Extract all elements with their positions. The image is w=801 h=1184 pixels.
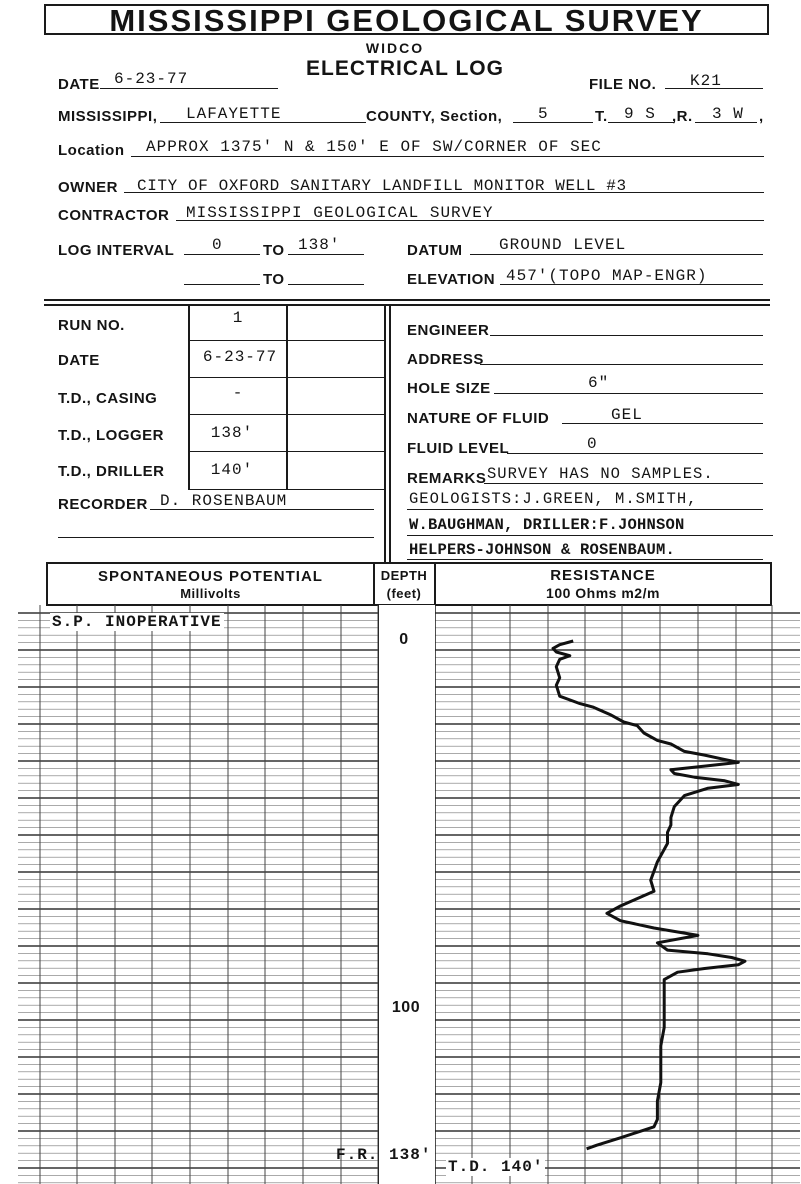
fluid-level-value: 0: [587, 435, 598, 453]
recorder-extra-underline: [58, 537, 374, 538]
location-label: Location: [58, 142, 125, 159]
resistivity-curve: [553, 641, 745, 1149]
to-label-2: TO: [263, 271, 285, 288]
township-underline: [608, 122, 674, 123]
section-value: 5: [538, 105, 549, 123]
datum-value: GROUND LEVEL: [499, 236, 627, 254]
fluid-level-label: FLUID LEVEL: [407, 440, 510, 457]
depth-label-0: 0: [399, 631, 409, 648]
depth-track-column: [379, 605, 435, 1184]
elevation-underline: [500, 284, 763, 285]
company-name: WIDCO: [365, 40, 425, 56]
sp-inoperative-note: S.P. INOPERATIVE: [52, 613, 222, 631]
sp-track-unit: Millivolts: [180, 586, 241, 601]
interval-from-value: 0: [212, 236, 223, 254]
interval-from2-underline: [184, 284, 260, 285]
address-label: ADDRESS: [407, 351, 484, 368]
address-underline: [480, 364, 763, 365]
township-label: T.: [595, 108, 608, 125]
location-underline: [131, 156, 764, 157]
remarks-underline: [407, 535, 773, 536]
td-depth-note: T.D. 140': [448, 1158, 544, 1176]
fr-depth-note: F.R. 138': [336, 1146, 432, 1164]
sp-track-title: SPONTANEOUS POTENTIAL: [98, 568, 323, 585]
interval-from-underline: [184, 254, 260, 255]
td-casing-label: T.D., CASING: [58, 390, 158, 407]
recorder-value: D. ROSENBAUM: [160, 492, 288, 510]
run-row-line: [188, 489, 385, 490]
date-value: 6-23-77: [114, 70, 189, 88]
run-table-mid-border: [286, 305, 288, 490]
elevation-label: ELEVATION: [407, 271, 496, 288]
run-date-value: 6-23-77: [202, 348, 278, 366]
depth-label-100: 100: [391, 999, 421, 1016]
column-divider: [389, 305, 391, 563]
interval-to2-underline: [288, 284, 364, 285]
recorder-underline: [150, 509, 374, 510]
recorder-label: RECORDER: [58, 496, 148, 513]
resistance-track-title: RESISTANCE: [550, 567, 656, 584]
hole-size-label: HOLE SIZE: [407, 380, 491, 397]
range-label: ,R.: [672, 108, 693, 125]
owner-value: CITY OF OXFORD SANITARY LANDFILL MONITOR WELL #3: [137, 177, 627, 195]
contractor-underline: [176, 220, 764, 221]
run-date-label: DATE: [58, 352, 100, 369]
survey-title: MISSISSIPPI GEOLOGICAL SURVEY: [44, 4, 769, 35]
run-no-label: RUN NO.: [58, 317, 125, 334]
state-label: MISSISSIPPI,: [58, 108, 158, 125]
file-no-underline: [665, 88, 763, 89]
range-value: 3 W: [712, 105, 744, 123]
section-rule-top: [44, 299, 770, 301]
run-row-line: [188, 340, 385, 341]
county-section-label: COUNTY, Section,: [366, 108, 503, 125]
hole-size-value: 6": [588, 374, 610, 392]
range-underline: [695, 122, 757, 123]
remarks-line-3: W.BAUGHMAN, DRILLER:F.JOHNSON: [409, 516, 685, 534]
county-underline: [160, 122, 366, 123]
date-underline: [100, 88, 278, 89]
hole-size-underline: [494, 393, 763, 394]
remarks-line-4: HELPERS-JOHNSON & ROSENBAUM.: [409, 541, 676, 559]
section-underline: [513, 122, 593, 123]
run-table-right-border: [384, 305, 386, 563]
to-label: TO: [263, 242, 285, 259]
remarks-label: REMARKS: [407, 470, 487, 487]
engineer-underline: [490, 335, 763, 336]
file-no-label: FILE NO.: [589, 76, 657, 93]
log-interval-label: LOG INTERVAL: [58, 242, 175, 259]
fluid-level-underline: [507, 453, 763, 454]
run-no-value: 1: [232, 309, 244, 327]
resistance-track-unit: 100 Ohms m2/m: [546, 585, 660, 601]
run-row-line: [188, 414, 385, 415]
td-casing-value: -: [232, 384, 244, 402]
file-no-value: K21: [690, 72, 722, 90]
owner-label: OWNER: [58, 179, 118, 196]
electrical-log-chart: [0, 605, 801, 1184]
date-label: DATE: [58, 76, 100, 93]
range-comma: ,: [759, 108, 764, 125]
engineer-label: ENGINEER: [407, 322, 490, 339]
remarks-underline: [407, 559, 763, 560]
depth-track-title: DEPTH: [380, 568, 428, 583]
county-value: LAFAYETTE: [186, 105, 282, 123]
remarks-line-2: GEOLOGISTS:J.GREEN, M.SMITH,: [409, 490, 698, 508]
run-row-line: [188, 451, 385, 452]
td-logger-label: T.D., LOGGER: [58, 427, 165, 444]
interval-to-underline: [288, 254, 364, 255]
td-driller-value: 140': [210, 461, 254, 479]
fluid-nature-value: GEL: [611, 406, 643, 424]
township-value: 9 S: [624, 105, 656, 123]
datum-underline: [470, 254, 763, 255]
elevation-value: 457'(TOPO MAP-ENGR): [506, 267, 708, 285]
remarks-underline: [484, 483, 763, 484]
run-row-line: [188, 377, 385, 378]
owner-underline: [124, 192, 764, 193]
depth-track-unit: (feet): [386, 586, 422, 601]
td-logger-value: 138': [210, 424, 254, 442]
remarks-line-1: SURVEY HAS NO SAMPLES.: [487, 465, 714, 483]
interval-to-value: 138': [298, 236, 341, 254]
fluid-nature-underline: [562, 423, 763, 424]
contractor-label: CONTRACTOR: [58, 207, 170, 224]
log-type-title: ELECTRICAL LOG: [306, 57, 504, 80]
td-driller-label: T.D., DRILLER: [58, 463, 165, 480]
location-value: APPROX 1375' N & 150' E OF SW/CORNER OF SEC: [146, 138, 602, 156]
section-rule-bottom: [44, 304, 770, 306]
contractor-value: MISSISSIPPI GEOLOGICAL SURVEY: [186, 204, 494, 222]
datum-label: DATUM: [407, 242, 463, 259]
remarks-underline: [407, 509, 763, 510]
fluid-nature-label: NATURE OF FLUID: [407, 410, 550, 427]
